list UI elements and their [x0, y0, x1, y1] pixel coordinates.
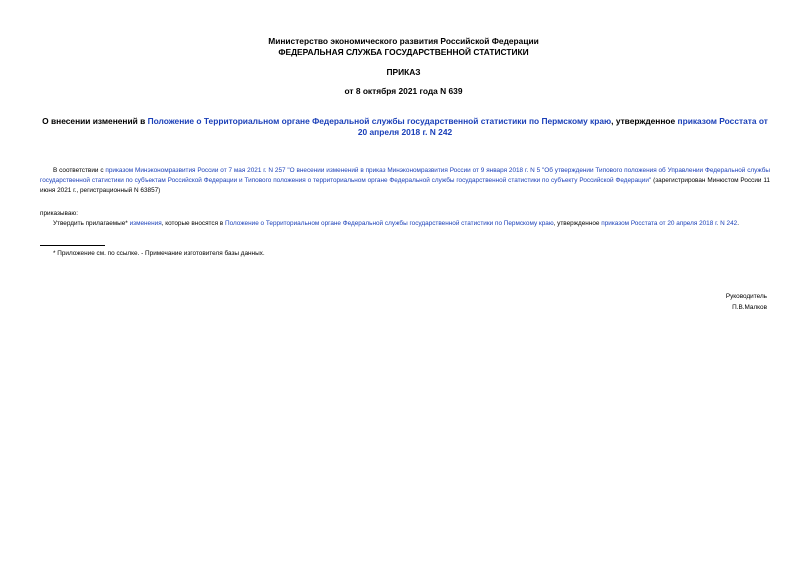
order-link-order-242[interactable]: приказом Росстата от 20 апреля 2018 г. N 242 — [601, 220, 738, 227]
order-text-3: , утвержденное — [553, 220, 602, 227]
preamble-text-end: (зарегистрирован Минюстом России 11 июня 2021 г., регистрационный N 63857) — [40, 177, 770, 195]
document-title — [40, 116, 770, 138]
footnote-divider — [40, 245, 105, 246]
ministry-name: Министерство экономического развития Российской Федерации — [268, 36, 539, 46]
signature-name: П.В.Малков — [732, 304, 767, 311]
order-text-4: . — [737, 220, 740, 227]
footnote: * Приложение см. по ссылке. - Примечание изготовителя базы данных. — [53, 250, 265, 257]
title-link-regulation[interactable]: Положение о Территориальном органе Федеральной службы государственной статистики по Пермскому краю — [147, 116, 612, 126]
preamble-text-start: В соответствии с — [53, 167, 106, 174]
order-text-1: Утвердить прилагаемые* — [53, 220, 130, 227]
order-paragraph — [40, 219, 770, 229]
preamble-link-order-257[interactable]: приказом Минэкономразвития России от 7 мая 2021 г. N 257 "О внесении изменений в приказ Минэкономразвития России от 9 января 2018 г. N 5 "Об утверждении Типового положения об Управлении Федеральной службы государственной статистики по субъектам Российской Федерации и Типового положения о территориальном органе Федеральной службы государственной статистики по субъекту Российской Федерации" — [40, 167, 770, 185]
document-date-number: от 8 октября 2021 года N 639 — [344, 86, 463, 96]
title-link-order[interactable]: приказом Росстата от 20 апреля 2018 г. N 242 — [357, 116, 768, 137]
order-word: приказываю: — [40, 210, 78, 217]
order-link-changes[interactable]: изменения — [129, 220, 162, 227]
order-text-2: , которые вносятся в — [161, 220, 225, 227]
order-link-regulation[interactable]: Положение о Территориальном органе Федеральной службы государственной статистики по Пермскому краю — [224, 220, 554, 227]
service-name: ФЕДЕРАЛЬНАЯ СЛУЖБА ГОСУДАРСТВЕННОЙ СТАТИСТИКИ — [278, 47, 529, 57]
title-prefix: О внесении изменений в — [42, 116, 148, 126]
signature-position: Руководитель — [725, 293, 767, 300]
preamble-paragraph — [40, 166, 770, 197]
document-type: ПРИКАЗ — [386, 67, 421, 77]
title-middle: , утвержденное — [611, 116, 678, 126]
